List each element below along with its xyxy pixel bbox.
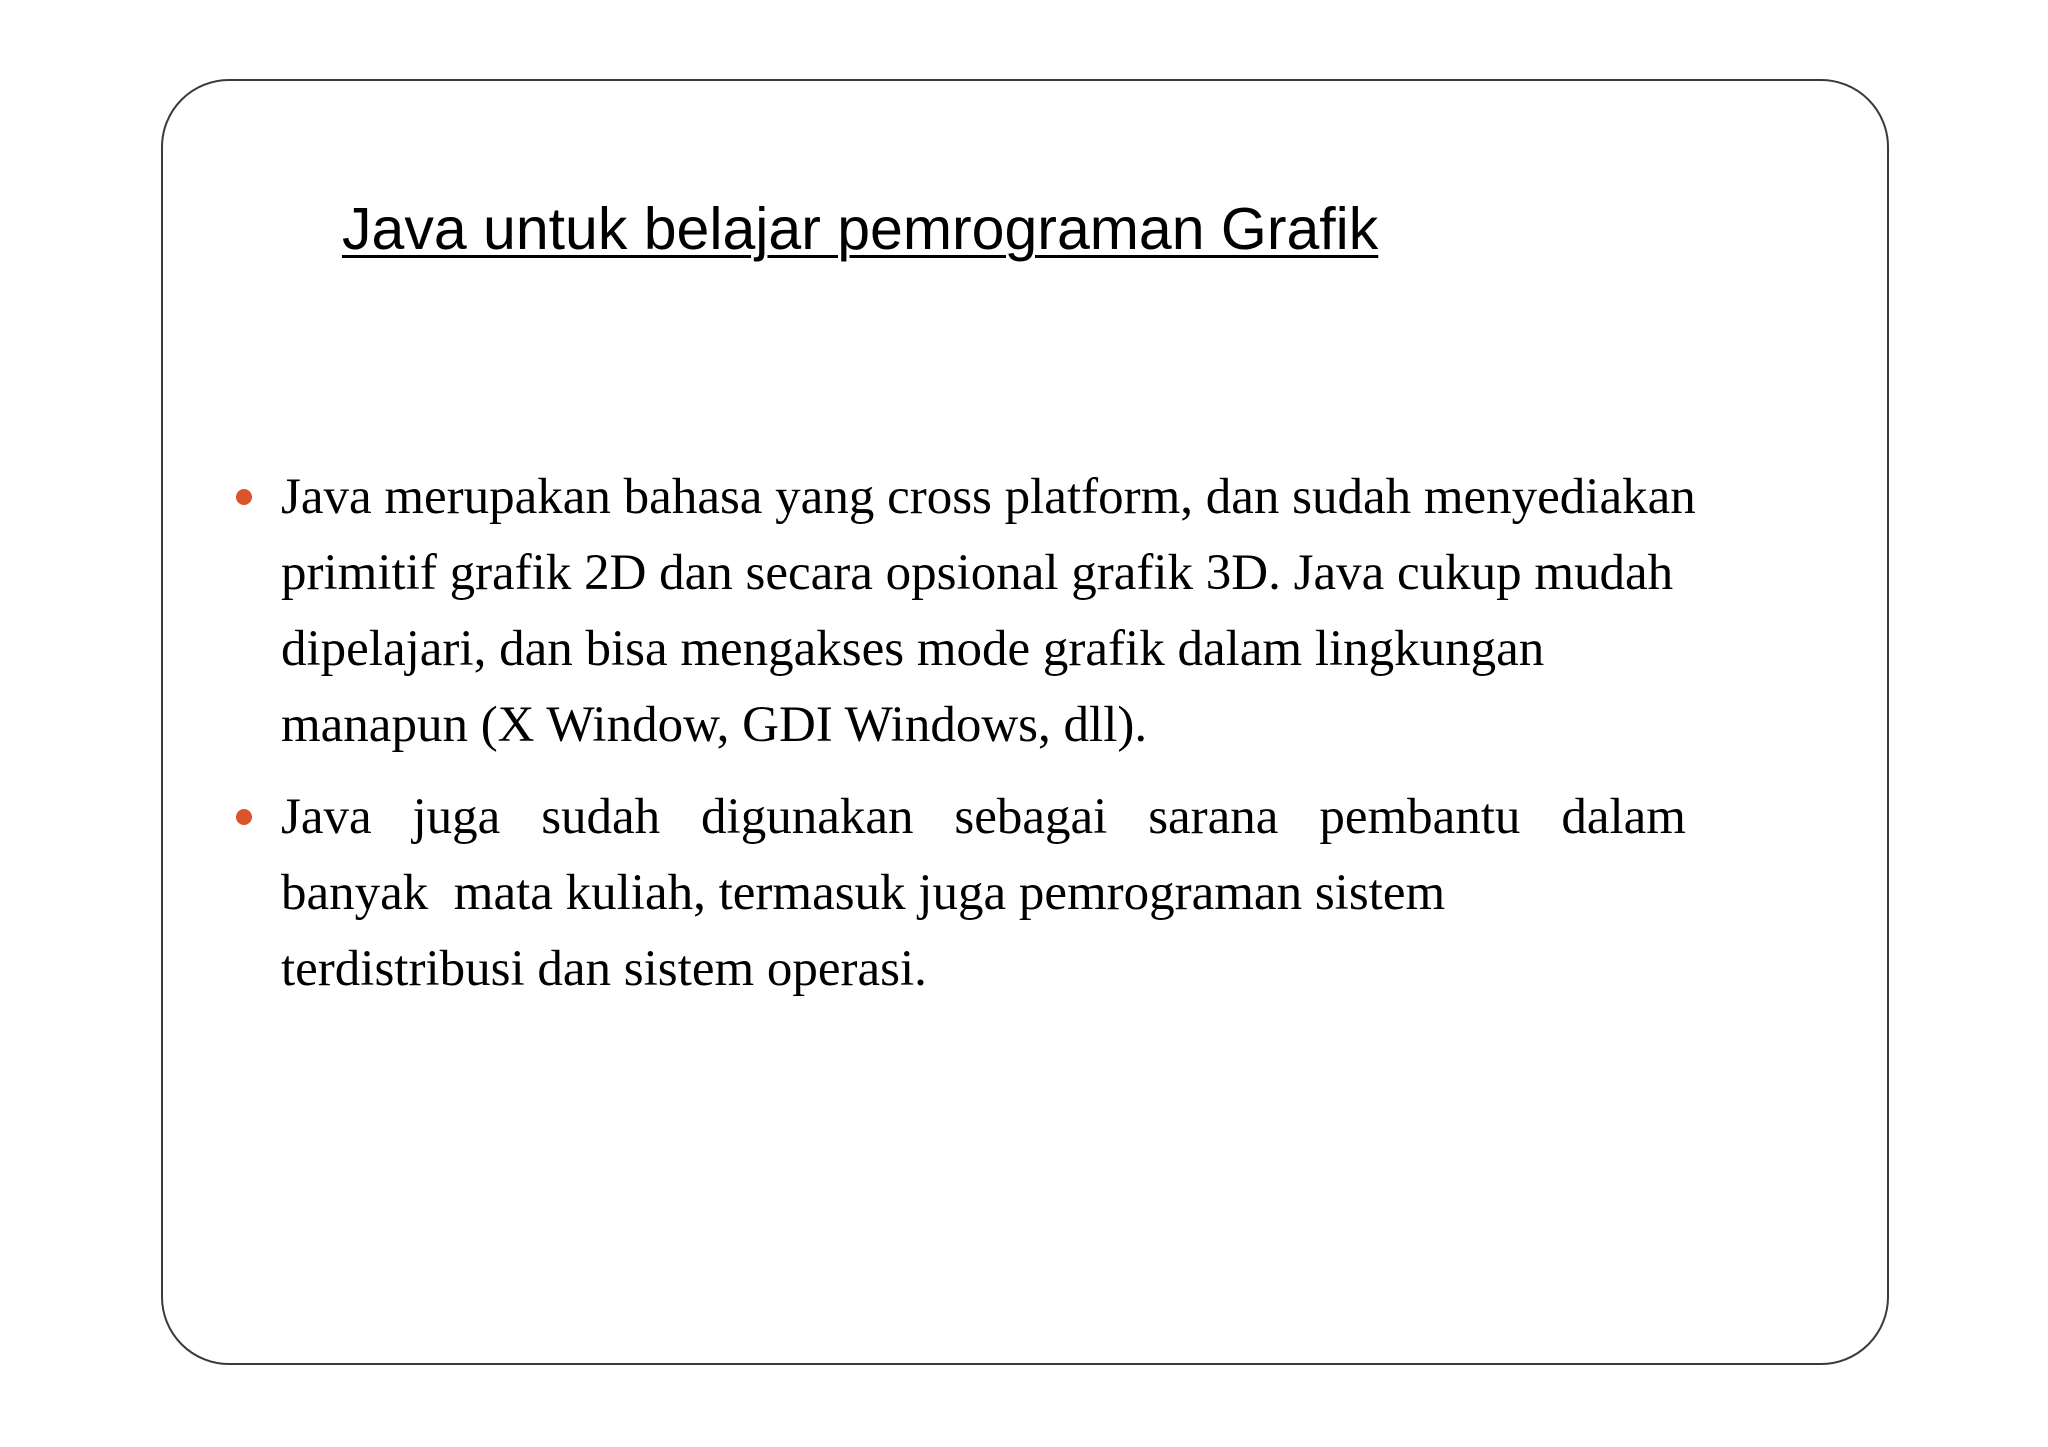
bullet-line: manapun (X Window, GDI Windows, dll). [281, 697, 1148, 753]
bullet-word: pembantu [1319, 789, 1521, 845]
bullet-line: primitif grafik 2D dan secara opsional grafik 3D. Java cukup mudah [281, 545, 1674, 601]
bullet-text [281, 779, 1686, 1007]
bullet-dot-icon [236, 809, 252, 825]
slide-title: Java untuk belajar pemrograman Grafik [342, 196, 1379, 262]
bullet-word: sudah [541, 789, 661, 845]
bullet-line: dipelajari, dan bisa mengakses mode grafik dalam lingkungan [281, 621, 1545, 677]
bullet-text [281, 459, 1696, 763]
bullet-line-justified [281, 779, 1686, 855]
bullet-word: sarana [1148, 789, 1279, 845]
bullet-line: terdistribusi dan sistem operasi. [281, 941, 927, 997]
bullet-word: sebagai [954, 789, 1108, 845]
bullet-word: Java [281, 789, 372, 845]
bullet-word: digunakan [701, 789, 914, 845]
bullet-dot-icon [236, 489, 252, 505]
bullet-word: dalam [1561, 789, 1686, 845]
bullet-line: banyak mata kuliah, termasuk juga pemrograman sistem [281, 865, 1446, 921]
bullet-word: juga [412, 789, 501, 845]
bullet-line: Java merupakan bahasa yang cross platform, dan sudah menyediakan [281, 469, 1696, 525]
